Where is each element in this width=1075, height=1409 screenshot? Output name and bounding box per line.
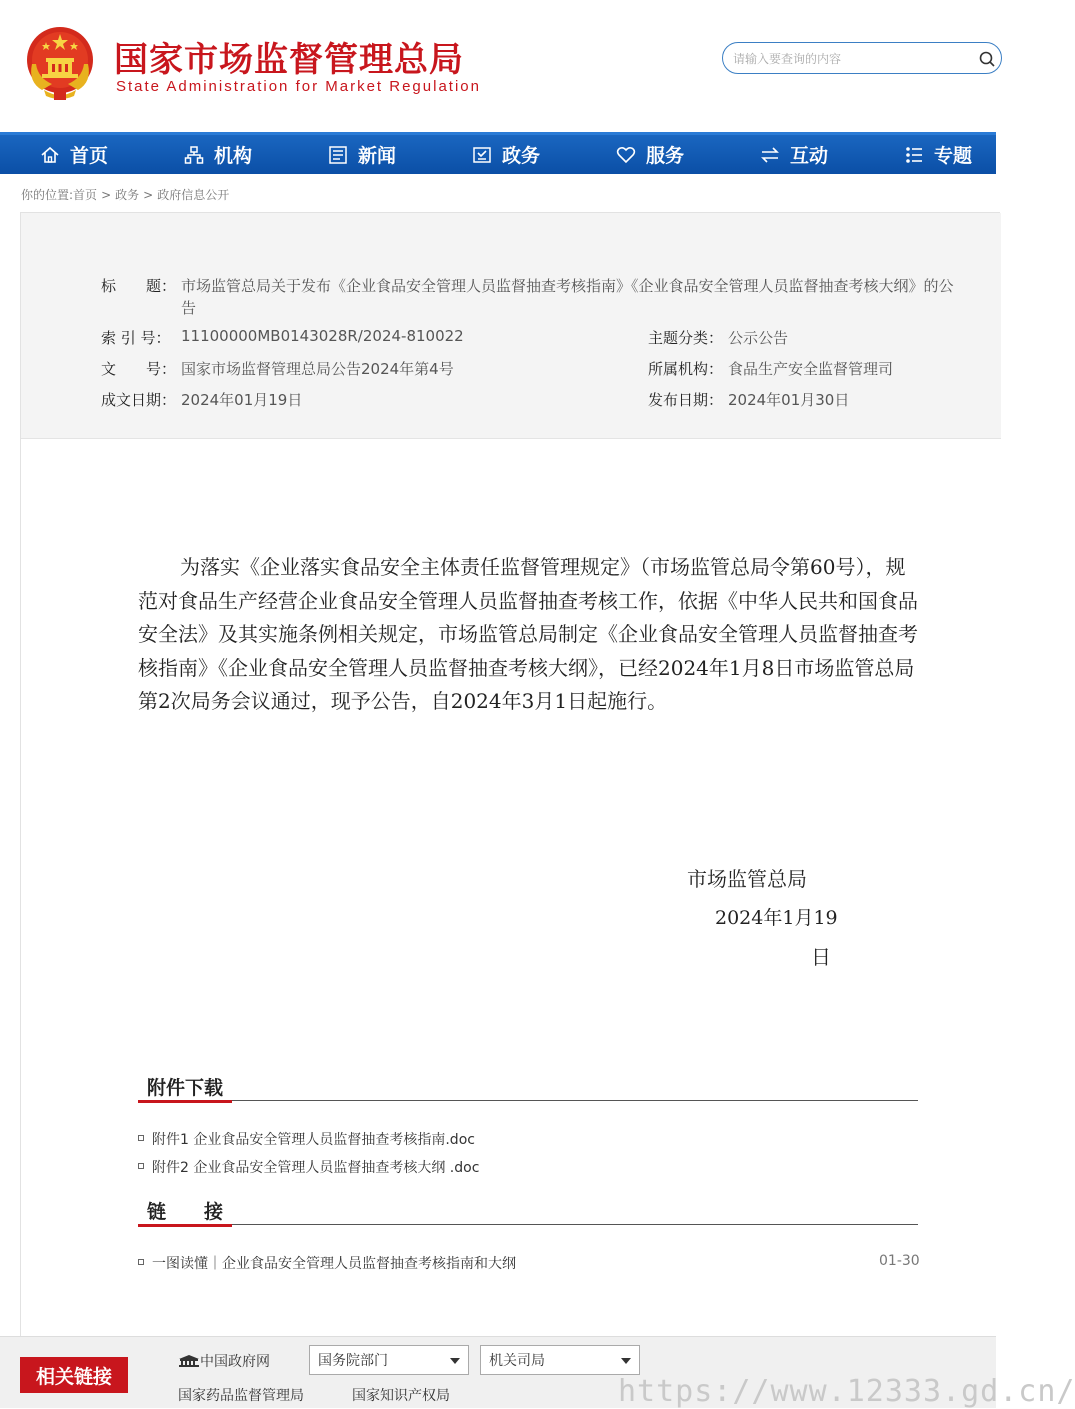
org-icon [184,145,204,165]
meta-agency-label: 所属机构： [648,360,724,378]
breadcrumb-home[interactable]: 首页 [73,188,98,202]
breadcrumb-sep: > [101,188,112,202]
attachments-heading: 附件下载 [138,1073,232,1103]
meta-title-label: 标 题： [101,277,177,295]
select-value: 国务院部门 [318,1353,388,1369]
nav-label-org: 机构 [214,145,253,167]
meta-docno-value: 国家市场监督管理总局公告2024年第4号 [181,360,454,378]
breadcrumb-affairs[interactable]: 政务 [115,188,140,202]
related-link-1[interactable] [138,1253,516,1273]
meta-index-label: 索 引 号： [101,329,171,347]
news-icon [328,145,348,165]
state-council-dept-select[interactable] [309,1345,469,1375]
nav-label-affairs: 政务 [502,145,541,167]
nav-label-topic: 专题 [934,145,973,167]
home-icon [40,145,60,165]
content-frame [20,212,1000,1340]
meta-docno-label: 文 号： [101,360,177,378]
article-body: 为落实《企业落实食品安全主体责任监督管理规定》（市场监管总局令第60号），规范对食品生产经营企业食品安全管理人员监督抽查考核工作，依据《中华人民共和国食品安全法》及其实施条例相关规定，市场监管总局制定《企业食品安全管理人员监督抽查考核指南》《企业食品安全管理人员监督抽查考核大纲》，已经2024年1月8日市场监管总局第2次局务会议通过，现予公告，自2024年3月1日起施行。 [138,555,918,713]
links-section-header [138,1197,918,1225]
links-heading: 链 接 [138,1197,232,1227]
gov-portal-link[interactable] [178,1351,270,1371]
attachment-title: 附件2 企业食品安全管理人员监督抽查考核大纲 .doc [152,1160,480,1176]
chevron-down-icon [450,1358,460,1364]
select-value: 机关司局 [489,1353,545,1369]
gov-portal-label: 中国政府网 [200,1354,270,1370]
attachments-section-header [138,1073,918,1101]
breadcrumb-prefix: 你的位置: [21,188,74,202]
site-title[interactable]: 国家市场监督管理总局 [114,40,464,80]
nav-item-service[interactable] [616,135,684,174]
nav-item-interact[interactable] [760,135,828,174]
breadcrumb-disclosure[interactable]: 政府信息公开 [157,188,230,202]
bullet-icon [138,1259,144,1265]
meta-info-panel [21,213,1001,439]
meta-category-value: 公示公告 [728,329,789,347]
cnipa-link[interactable]: 国家知识产权局 [352,1388,450,1404]
search-box [722,42,1002,74]
search-icon[interactable] [979,51,995,67]
signature-date: 2024年1月19 [715,907,838,929]
attachment-link-2[interactable] [138,1157,479,1177]
national-emblem-icon[interactable] [22,24,98,102]
related-link-date: 01-30 [879,1253,920,1269]
bullet-icon [138,1135,144,1141]
related-links-badge: 相关链接 [20,1357,128,1393]
nav-label-home: 首页 [70,145,109,167]
heart-icon [616,145,636,165]
nav-item-home[interactable] [40,135,108,174]
breadcrumb [21,186,229,203]
meta-created-label: 成文日期： [101,391,177,409]
signature-org: 市场监管总局 [687,867,807,891]
bullet-icon [138,1163,144,1169]
exchange-icon [760,145,780,165]
affairs-icon [472,145,492,165]
topic-icon [904,145,924,165]
meta-category-label: 主题分类： [648,329,724,347]
breadcrumb-sep: > [143,188,154,202]
watermark-text: https://www.12333.gd.cn/ [618,1374,1075,1409]
meta-title-value: 市场监管总局关于发布《企业食品安全管理人员监督抽查考核指南》《企业食品安全管理人员监督抽查考核大纲》的公告 [181,277,954,317]
meta-agency-value: 食品生产安全监督管理司 [728,360,894,378]
meta-published-label: 发布日期： [648,391,724,409]
meta-published-value: 2024年01月30日 [728,391,850,409]
nav-item-news[interactable] [328,135,396,174]
related-link-title: 一图读懂｜企业食品安全管理人员监督抽查考核指南和大纲 [152,1256,516,1272]
meta-index-value: 11100000MB0143028R/2024-810022 [181,327,464,345]
attachment-link-1[interactable] [138,1129,475,1149]
meta-created-value: 2024年01月19日 [181,391,303,409]
signature-day: 日 [811,945,831,969]
nav-item-topic[interactable] [904,135,972,174]
attachment-title: 附件1 企业食品安全管理人员监督抽查考核指南.doc [152,1132,475,1148]
chevron-down-icon [621,1358,631,1364]
nav-label-service: 服务 [646,145,685,167]
main-nav [0,132,996,174]
bureau-select[interactable] [480,1345,640,1375]
nmpa-link[interactable]: 国家药品监督管理局 [178,1388,304,1404]
search-input[interactable] [733,49,963,69]
site-header [0,0,996,132]
nav-label-interact: 互动 [790,145,829,167]
nav-item-org[interactable] [184,135,252,174]
nav-label-news: 新闻 [358,145,397,167]
great-hall-icon [178,1355,200,1367]
site-subtitle: State Administration for Market Regulation [116,78,481,95]
nav-item-affairs[interactable] [472,135,540,174]
